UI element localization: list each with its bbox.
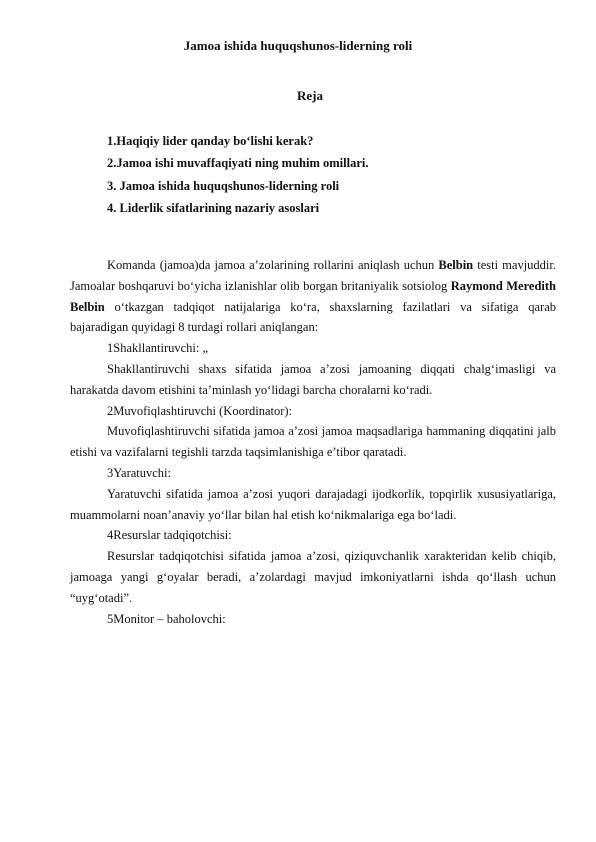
plan-list [107,131,368,220]
role-heading: 5Monitor – baholovchi: [107,611,226,626]
intro-bold-name: Raymond Meredith Belbin [70,278,556,314]
role-description: Muvofiqlashtiruvchi sifatida jamoa a’zosi jamoa maqsadlariga hammaning diqqatini jalb etishi va vazifalarni tegishli tarzda taqsimlanishiga e’tibor qaratadi. [70,424,556,460]
plan-item: 2.Jamoa ishi muvaffaqiyati ning muhim omillari. [107,156,369,171]
document-body [70,255,556,629]
role-description: Shakllantiruvchi shaxs sifatida jamoa a’zosi jamoaning diqqati chalg‘imasligi va harakatda davom etishini ta’minlash yo‘lidagi barcha choralarni ko‘radi. [70,361,556,397]
plan-item: 4. Liderlik sifatlarining nazariy asoslari [107,200,320,215]
role-heading: 2Muvofiqlashtiruvchi (Koordinator): [107,403,293,418]
role-heading: 4Resurslar tadqiqotchisi: [107,528,232,543]
intro-text-2: testi mavjuddir. Jamoalar boshqaruvi bo‘yicha izlanishlar olib borgan britaniyalik sotsiolog [70,258,556,293]
intro-bold-belbin: Belbin [438,258,474,272]
role-heading: 3Yaratuvchi: [107,465,172,480]
plan-heading: Reja [297,88,323,103]
intro-text-1: Komanda (jamoa)da jamoa a’zolarining rollarini aniqlash uchun [107,258,439,272]
document-title: Jamoa ishida huquqshunos-liderning roli [183,38,413,53]
plan-item: 3. Jamoa ishida huquqshunos-liderning roli [107,178,340,193]
role-description: Resurslar tadqiqotchisi sifatida jamoa a’zosi, qiziquvchanlik xarakteridan kelib chiqib, jamoaga yangi g‘oyalar beradi, a’zolardagi mavjud imkoniyatlarni ishda qo‘llash uchun “uyg‘otadi”. [70,549,556,605]
role-heading: 1Shakllantiruvchi: „ [107,341,209,356]
intro-paragraph [70,255,556,338]
plan-item: 1.Haqiqiy lider qanday bo‘lishi kerak? [107,134,314,148]
role-description: Yaratuvchi sifatida jamoa a’zosi yuqori darajadagi ijodkorlik, topqirlik xususiyatlariga, muammolarni noan’anaviy yo‘llar bilan hal etish ko‘nikmalariga ega bo‘ladi. [70,486,556,522]
intro-text-3: o‘tkazgan tadqiqot natijalariga ko‘ra, shaxslarning fazilatlari va sifatiga qarab bajaradigan quyidagi 8 turdagi rollari aniqlangan: [70,299,556,335]
